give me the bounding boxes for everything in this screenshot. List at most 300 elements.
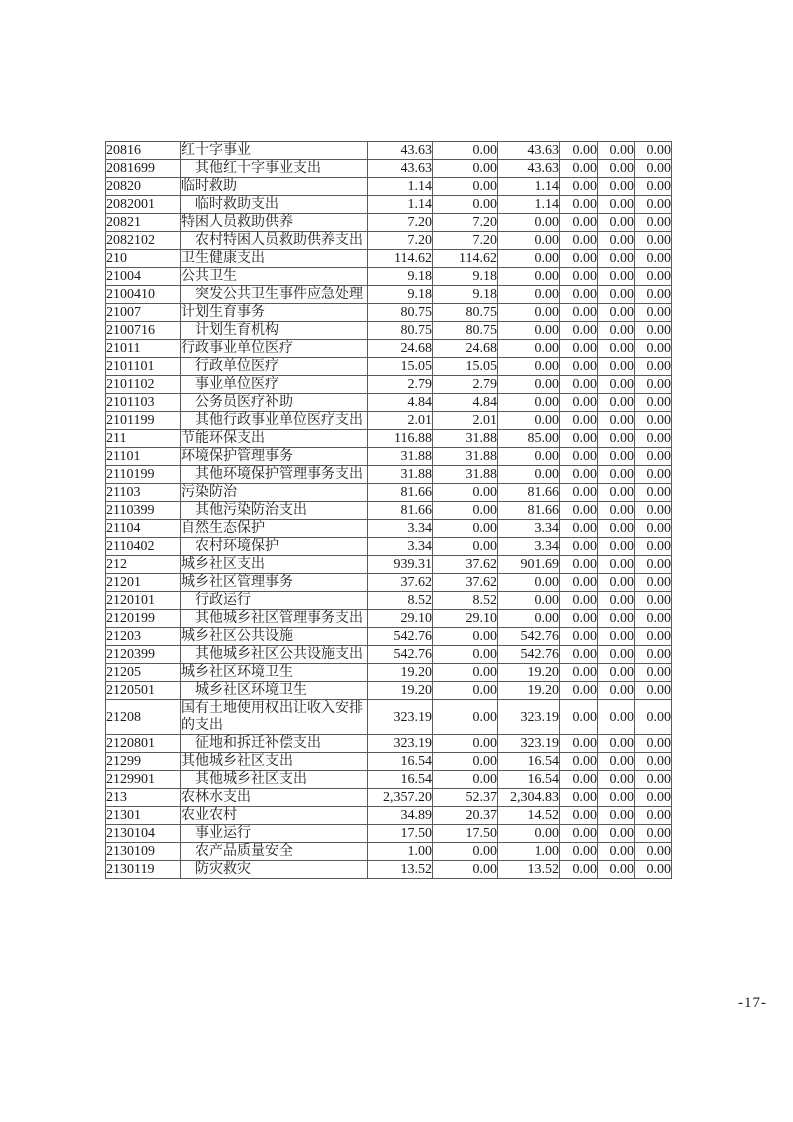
name-cell: 防灾救灾 [181, 861, 368, 879]
value-cell: 1.14 [498, 178, 560, 196]
value-cell: 0.00 [498, 250, 560, 268]
name-cell: 农产品质量安全 [181, 843, 368, 861]
value-cell: 0.00 [560, 268, 598, 286]
value-cell: 37.62 [433, 556, 498, 574]
value-cell: 16.54 [498, 771, 560, 789]
value-cell: 0.00 [635, 160, 672, 178]
value-cell: 116.88 [368, 430, 433, 448]
value-cell: 0.00 [433, 771, 498, 789]
value-cell: 0.00 [598, 843, 635, 861]
code-cell: 2101101 [106, 358, 181, 376]
value-cell: 0.00 [433, 753, 498, 771]
table-row [106, 789, 672, 807]
value-cell: 0.00 [598, 376, 635, 394]
value-cell: 0.00 [560, 861, 598, 879]
value-cell: 3.34 [368, 538, 433, 556]
code-cell: 21104 [106, 520, 181, 538]
value-cell: 114.62 [368, 250, 433, 268]
name-cell: 城乡社区支出 [181, 556, 368, 574]
value-cell: 0.00 [433, 861, 498, 879]
name-cell: 临时救助支出 [181, 196, 368, 214]
value-cell: 0.00 [498, 574, 560, 592]
code-cell: 2082001 [106, 196, 181, 214]
value-cell: 0.00 [498, 376, 560, 394]
value-cell: 939.31 [368, 556, 433, 574]
value-cell: 0.00 [560, 664, 598, 682]
name-cell: 农林水支出 [181, 789, 368, 807]
value-cell: 0.00 [598, 592, 635, 610]
value-cell: 31.88 [433, 466, 498, 484]
value-cell: 0.00 [498, 304, 560, 322]
table-row [106, 502, 672, 520]
value-cell: 0.00 [635, 825, 672, 843]
value-cell: 9.18 [433, 286, 498, 304]
name-cell: 污染防治 [181, 484, 368, 502]
value-cell: 0.00 [598, 178, 635, 196]
name-cell: 事业运行 [181, 825, 368, 843]
value-cell: 0.00 [433, 843, 498, 861]
value-cell: 0.00 [498, 412, 560, 430]
value-cell: 0.00 [560, 304, 598, 322]
value-cell: 81.66 [368, 484, 433, 502]
name-cell: 行政运行 [181, 592, 368, 610]
table-row [106, 664, 672, 682]
value-cell: 0.00 [498, 394, 560, 412]
value-cell: 0.00 [635, 430, 672, 448]
value-cell: 9.18 [368, 286, 433, 304]
value-cell: 7.20 [433, 214, 498, 232]
name-cell: 临时救助 [181, 178, 368, 196]
value-cell: 0.00 [598, 628, 635, 646]
value-cell: 0.00 [498, 268, 560, 286]
value-cell: 29.10 [433, 610, 498, 628]
code-cell: 2130119 [106, 861, 181, 879]
value-cell: 0.00 [598, 502, 635, 520]
value-cell: 0.00 [635, 520, 672, 538]
value-cell: 0.00 [598, 394, 635, 412]
code-cell: 2130109 [106, 843, 181, 861]
value-cell: 2,304.83 [498, 789, 560, 807]
name-cell: 红十字事业 [181, 142, 368, 160]
value-cell: 17.50 [368, 825, 433, 843]
code-cell: 21299 [106, 753, 181, 771]
value-cell: 7.20 [433, 232, 498, 250]
value-cell: 0.00 [560, 376, 598, 394]
value-cell: 0.00 [433, 628, 498, 646]
table-row [106, 466, 672, 484]
value-cell: 542.76 [498, 628, 560, 646]
value-cell: 52.37 [433, 789, 498, 807]
value-cell: 85.00 [498, 430, 560, 448]
table-row [106, 394, 672, 412]
value-cell: 0.00 [498, 610, 560, 628]
value-cell: 0.00 [635, 412, 672, 430]
value-cell: 80.75 [433, 304, 498, 322]
value-cell: 0.00 [560, 484, 598, 502]
value-cell: 0.00 [635, 196, 672, 214]
value-cell: 81.66 [498, 502, 560, 520]
value-cell: 0.00 [635, 592, 672, 610]
value-cell: 2.79 [368, 376, 433, 394]
table-row [106, 412, 672, 430]
code-cell: 2120399 [106, 646, 181, 664]
value-cell: 0.00 [635, 268, 672, 286]
value-cell: 0.00 [498, 825, 560, 843]
value-cell: 31.88 [433, 448, 498, 466]
value-cell: 0.00 [635, 700, 672, 735]
table-row [106, 825, 672, 843]
name-cell: 其他城乡社区支出 [181, 753, 368, 771]
code-cell: 2100410 [106, 286, 181, 304]
name-cell: 环境保护管理事务 [181, 448, 368, 466]
code-cell: 21007 [106, 304, 181, 322]
code-cell: 2110399 [106, 502, 181, 520]
value-cell: 0.00 [635, 322, 672, 340]
name-cell: 计划生育事务 [181, 304, 368, 322]
name-cell: 行政事业单位医疗 [181, 340, 368, 358]
code-cell: 2110402 [106, 538, 181, 556]
table-row [106, 448, 672, 466]
name-cell: 征地和拆迁补偿支出 [181, 735, 368, 753]
value-cell: 0.00 [598, 520, 635, 538]
value-cell: 9.18 [368, 268, 433, 286]
code-cell: 21004 [106, 268, 181, 286]
value-cell: 0.00 [635, 304, 672, 322]
value-cell: 0.00 [635, 574, 672, 592]
value-cell: 0.00 [498, 322, 560, 340]
value-cell: 0.00 [433, 502, 498, 520]
value-cell: 0.00 [433, 646, 498, 664]
value-cell: 0.00 [433, 700, 498, 735]
value-cell: 0.00 [560, 520, 598, 538]
value-cell: 114.62 [433, 250, 498, 268]
value-cell: 0.00 [498, 340, 560, 358]
code-cell: 212 [106, 556, 181, 574]
code-cell: 2120801 [106, 735, 181, 753]
code-cell: 21208 [106, 700, 181, 735]
value-cell: 0.00 [598, 286, 635, 304]
value-cell: 0.00 [498, 286, 560, 304]
value-cell: 0.00 [598, 196, 635, 214]
value-cell: 7.20 [368, 232, 433, 250]
value-cell: 1.14 [368, 178, 433, 196]
value-cell: 0.00 [598, 448, 635, 466]
value-cell: 80.75 [368, 304, 433, 322]
table-row [106, 430, 672, 448]
table-row [106, 646, 672, 664]
value-cell: 17.50 [433, 825, 498, 843]
table-row [106, 286, 672, 304]
value-cell: 0.00 [433, 196, 498, 214]
value-cell: 0.00 [433, 664, 498, 682]
table-row [106, 771, 672, 789]
budget-table [105, 141, 672, 879]
value-cell: 0.00 [598, 825, 635, 843]
value-cell: 0.00 [560, 574, 598, 592]
value-cell: 34.89 [368, 807, 433, 825]
code-cell: 211 [106, 430, 181, 448]
table-row [106, 556, 672, 574]
value-cell: 0.00 [598, 268, 635, 286]
name-cell: 事业单位医疗 [181, 376, 368, 394]
value-cell: 0.00 [598, 466, 635, 484]
value-cell: 0.00 [560, 340, 598, 358]
value-cell: 0.00 [635, 861, 672, 879]
value-cell: 0.00 [433, 520, 498, 538]
value-cell: 0.00 [635, 178, 672, 196]
name-cell: 自然生态保护 [181, 520, 368, 538]
value-cell: 2.01 [433, 412, 498, 430]
table-row [106, 178, 672, 196]
code-cell: 2101102 [106, 376, 181, 394]
value-cell: 0.00 [560, 502, 598, 520]
value-cell: 0.00 [498, 592, 560, 610]
value-cell: 24.68 [433, 340, 498, 358]
value-cell: 0.00 [635, 556, 672, 574]
table-row [106, 484, 672, 502]
value-cell: 0.00 [433, 178, 498, 196]
code-cell: 21301 [106, 807, 181, 825]
value-cell: 0.00 [635, 466, 672, 484]
table-row [106, 628, 672, 646]
value-cell: 16.54 [368, 771, 433, 789]
value-cell: 0.00 [635, 753, 672, 771]
value-cell: 0.00 [635, 735, 672, 753]
value-cell: 29.10 [368, 610, 433, 628]
value-cell: 0.00 [598, 304, 635, 322]
code-cell: 21103 [106, 484, 181, 502]
table-row [106, 682, 672, 700]
value-cell: 323.19 [498, 700, 560, 735]
value-cell: 0.00 [560, 628, 598, 646]
name-cell: 其他城乡社区公共设施支出 [181, 646, 368, 664]
value-cell: 0.00 [598, 250, 635, 268]
value-cell: 2.79 [433, 376, 498, 394]
value-cell: 0.00 [560, 556, 598, 574]
value-cell: 0.00 [598, 700, 635, 735]
value-cell: 0.00 [635, 538, 672, 556]
value-cell: 0.00 [433, 142, 498, 160]
value-cell: 0.00 [498, 232, 560, 250]
name-cell: 其他环境保护管理事务支出 [181, 466, 368, 484]
value-cell: 0.00 [560, 160, 598, 178]
table-row [106, 142, 672, 160]
table-row [106, 843, 672, 861]
table-row [106, 735, 672, 753]
name-cell: 城乡社区公共设施 [181, 628, 368, 646]
code-cell: 213 [106, 789, 181, 807]
value-cell: 0.00 [598, 430, 635, 448]
value-cell: 0.00 [598, 538, 635, 556]
value-cell: 4.84 [368, 394, 433, 412]
value-cell: 0.00 [635, 664, 672, 682]
value-cell: 0.00 [635, 214, 672, 232]
value-cell: 0.00 [635, 358, 672, 376]
value-cell: 0.00 [635, 646, 672, 664]
name-cell: 国有土地使用权出让收入安排的支出 [181, 700, 368, 735]
value-cell: 0.00 [560, 807, 598, 825]
value-cell: 0.00 [560, 538, 598, 556]
value-cell: 20.37 [433, 807, 498, 825]
table-row [106, 196, 672, 214]
value-cell: 0.00 [598, 214, 635, 232]
value-cell: 0.00 [560, 843, 598, 861]
value-cell: 3.34 [498, 538, 560, 556]
code-cell: 2120101 [106, 592, 181, 610]
value-cell: 0.00 [598, 556, 635, 574]
value-cell: 323.19 [498, 735, 560, 753]
table-row [106, 807, 672, 825]
value-cell: 0.00 [598, 771, 635, 789]
value-cell: 0.00 [560, 322, 598, 340]
value-cell: 0.00 [635, 286, 672, 304]
value-cell: 0.00 [433, 484, 498, 502]
value-cell: 0.00 [635, 771, 672, 789]
value-cell: 0.00 [560, 232, 598, 250]
value-cell: 0.00 [598, 610, 635, 628]
value-cell: 542.76 [368, 646, 433, 664]
value-cell: 0.00 [635, 394, 672, 412]
value-cell: 43.63 [498, 160, 560, 178]
value-cell: 7.20 [368, 214, 433, 232]
value-cell: 19.20 [498, 664, 560, 682]
value-cell: 0.00 [498, 448, 560, 466]
name-cell: 行政单位医疗 [181, 358, 368, 376]
table-row [106, 358, 672, 376]
value-cell: 0.00 [560, 286, 598, 304]
value-cell: 3.34 [368, 520, 433, 538]
value-cell: 80.75 [433, 322, 498, 340]
code-cell: 21011 [106, 340, 181, 358]
value-cell: 14.52 [498, 807, 560, 825]
value-cell: 0.00 [635, 376, 672, 394]
value-cell: 19.20 [368, 682, 433, 700]
value-cell: 8.52 [368, 592, 433, 610]
value-cell: 13.52 [368, 861, 433, 879]
value-cell: 0.00 [635, 250, 672, 268]
value-cell: 0.00 [560, 610, 598, 628]
name-cell: 其他城乡社区支出 [181, 771, 368, 789]
value-cell: 1.00 [368, 843, 433, 861]
code-cell: 21205 [106, 664, 181, 682]
value-cell: 0.00 [560, 214, 598, 232]
name-cell: 其他城乡社区管理事务支出 [181, 610, 368, 628]
value-cell: 0.00 [598, 753, 635, 771]
value-cell: 37.62 [368, 574, 433, 592]
value-cell: 0.00 [433, 735, 498, 753]
page-number: -17- [738, 995, 767, 1011]
value-cell: 0.00 [598, 412, 635, 430]
name-cell: 特困人员救助供养 [181, 214, 368, 232]
value-cell: 0.00 [635, 807, 672, 825]
value-cell: 80.75 [368, 322, 433, 340]
name-cell: 公共卫生 [181, 268, 368, 286]
value-cell: 43.63 [498, 142, 560, 160]
value-cell: 0.00 [560, 142, 598, 160]
value-cell: 15.05 [368, 358, 433, 376]
value-cell: 0.00 [598, 807, 635, 825]
value-cell: 542.76 [368, 628, 433, 646]
value-cell: 0.00 [598, 160, 635, 178]
value-cell: 0.00 [560, 825, 598, 843]
table-row [106, 268, 672, 286]
value-cell: 19.20 [498, 682, 560, 700]
value-cell: 0.00 [560, 358, 598, 376]
value-cell: 0.00 [560, 682, 598, 700]
value-cell: 0.00 [635, 789, 672, 807]
value-cell: 31.88 [368, 448, 433, 466]
value-cell: 0.00 [560, 412, 598, 430]
value-cell: 0.00 [433, 538, 498, 556]
value-cell: 0.00 [560, 771, 598, 789]
table-row [106, 376, 672, 394]
value-cell: 0.00 [598, 682, 635, 700]
value-cell: 323.19 [368, 700, 433, 735]
table-row [106, 574, 672, 592]
value-cell: 13.52 [498, 861, 560, 879]
code-cell: 2100716 [106, 322, 181, 340]
value-cell: 901.69 [498, 556, 560, 574]
code-cell: 21101 [106, 448, 181, 466]
value-cell: 0.00 [598, 322, 635, 340]
value-cell: 0.00 [598, 484, 635, 502]
value-cell: 0.00 [433, 682, 498, 700]
name-cell: 其他行政事业单位医疗支出 [181, 412, 368, 430]
value-cell: 0.00 [635, 232, 672, 250]
value-cell: 0.00 [635, 142, 672, 160]
value-cell: 1.14 [498, 196, 560, 214]
table-row [106, 700, 672, 735]
value-cell: 81.66 [368, 502, 433, 520]
table-row [106, 322, 672, 340]
code-cell: 2101199 [106, 412, 181, 430]
table-row [106, 250, 672, 268]
name-cell: 城乡社区环境卫生 [181, 682, 368, 700]
value-cell: 0.00 [560, 250, 598, 268]
value-cell: 323.19 [368, 735, 433, 753]
table-row [106, 592, 672, 610]
value-cell: 0.00 [560, 735, 598, 753]
value-cell: 0.00 [498, 358, 560, 376]
table-row [106, 610, 672, 628]
code-cell: 210 [106, 250, 181, 268]
code-cell: 2110199 [106, 466, 181, 484]
code-cell: 2120501 [106, 682, 181, 700]
value-cell: 0.00 [635, 448, 672, 466]
code-cell: 20821 [106, 214, 181, 232]
value-cell: 4.84 [433, 394, 498, 412]
value-cell: 0.00 [598, 358, 635, 376]
code-cell: 21201 [106, 574, 181, 592]
code-cell: 20816 [106, 142, 181, 160]
value-cell: 2,357.20 [368, 789, 433, 807]
value-cell: 0.00 [598, 340, 635, 358]
value-cell: 9.18 [433, 268, 498, 286]
budget-table-body [106, 142, 672, 879]
name-cell: 计划生育机构 [181, 322, 368, 340]
value-cell: 0.00 [560, 448, 598, 466]
value-cell: 0.00 [433, 160, 498, 178]
value-cell: 1.00 [498, 843, 560, 861]
table-row [106, 753, 672, 771]
table-row [106, 861, 672, 879]
code-cell: 21203 [106, 628, 181, 646]
code-cell: 2082102 [106, 232, 181, 250]
name-cell: 农村环境保护 [181, 538, 368, 556]
value-cell: 3.34 [498, 520, 560, 538]
table-row [106, 520, 672, 538]
value-cell: 81.66 [498, 484, 560, 502]
